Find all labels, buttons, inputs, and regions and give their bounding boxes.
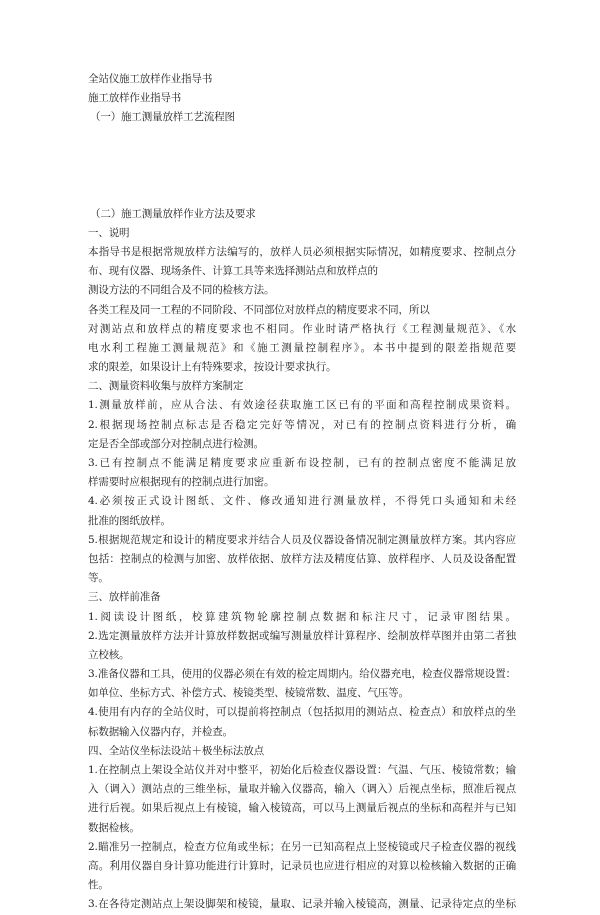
body-line: 对测站点和放样点的精度要求也不相同。作业时请严格执行《工程测量规范》、《水	[88, 322, 516, 335]
body-line: 三、放样前准备	[88, 591, 161, 604]
body-line: 进行后视。如果后视点上有棱镜，输入棱镜高，可以马上测量后视点的坐标和高程并与已知	[88, 802, 516, 815]
body-line: 入（调入）测站点的三维坐标，量取并输入仪器高，输入（调入）后视点坐标，照准后视点	[88, 783, 516, 796]
body-text	[88, 224, 516, 915]
body-line: 1.测量放样前，应从合法、有效途径获取施工区已有的平面和高程控制成果资料。	[88, 399, 516, 412]
body-line: 如单位、坐标方式、补偿方式、棱镜类型、棱镜常数、温度、气压等。	[88, 687, 409, 700]
body-line: 测设方法的不同组合及不同的检核方法。	[88, 284, 275, 297]
doc-subtitle: 施工放样作业指导书	[88, 92, 182, 105]
body-line: 布、现有仪器、现场条件、计算工具等来选择测站点和放样点的	[88, 265, 378, 278]
body-line: 四、全站仪坐标法设站＋极坐标法放点	[88, 744, 264, 757]
body-line: 电水利工程施工测量规范》和《施工测量控制程序》。本书中提到的限差指规范要	[88, 341, 516, 354]
body-line: 二、测量资料收集与放样方案制定	[88, 380, 244, 393]
body-line: 4.使用有内存的全站仪时，可以提前将控制点（包括拟用的测站点、检查点）和放样点的坐	[88, 706, 516, 719]
body-line: 高。利用仪器自身计算功能进行计算时，记录员也应进行相应的对算以检核输入数据的正确	[88, 859, 516, 872]
body-line: 数据检核。	[88, 821, 140, 834]
section-heading-1: （一）施工测量放样工艺流程图	[90, 111, 235, 124]
body-line: 一、说明	[88, 226, 130, 239]
body-line: 求的限差，如果设计上有特殊要求，按设计要求执行。	[88, 361, 337, 374]
body-line: 4.必须按正式设计图纸、文件、修改通知进行测量放样，不得凭口头通知和未经	[88, 495, 516, 508]
body-line: 性。	[88, 879, 109, 892]
body-line: 标数据输入仪器内存，并检查。	[88, 725, 233, 738]
body-line: 立校核。	[88, 648, 130, 661]
body-line: 2.选定测量放样方法并计算放样数据或编写测量放样计算程序、绘制放样草图并由第二者独	[88, 629, 516, 642]
document-page	[88, 70, 516, 915]
body-line: 1.阅读设计图纸，校算建筑物轮廓控制点数据和标注尺寸，记录审图结果。	[88, 610, 516, 623]
section-heading-2: （二）施工测量放样作业方法及要求	[90, 207, 256, 220]
body-line: 批准的图纸放样。	[88, 514, 171, 527]
body-line: 1.在控制点上架设全站仪并对中整平，初始化后检查仪器设置：气温、气压、棱镜常数；输	[88, 764, 516, 776]
flowchart-blank-area	[88, 128, 516, 205]
body-line: 3.准备仪器和工具，使用的仪器必须在有效的检定周期内。给仪器充电，检查仪器常规设置：	[88, 668, 516, 681]
body-line: 3.在各待定测站点上架设脚架和棱镜，量取、记录并输入棱镜高，测量、记录待定点的坐标	[88, 898, 516, 911]
body-line: 包括：控制点的检测与加密、放样依据、放样方法及精度估算、放样程序、人员及设备配置	[88, 552, 516, 565]
body-line: 3.已有控制点不能满足精度要求应重新布设控制，已有的控制点密度不能满足放	[88, 457, 516, 469]
body-line: 本指导书是根据常规放样方法编写的，放样人员必须根据实际情况，如精度要求、控制点分	[88, 245, 516, 258]
body-line: 2.瞄准另一控制点，检查方位角或坐标；在另一已知高程点上竖棱镜或尺子检查仪器的视线	[88, 840, 516, 853]
body-line: 等。	[88, 572, 109, 585]
doc-title: 全站仪施工放样作业指导书	[88, 73, 213, 85]
body-line: 定是否全部或部分对控制点进行检测。	[88, 437, 264, 450]
body-line: 各类工程及同一工程的不同阶段、不同部位对放样点的精度要求不同，所以	[88, 303, 430, 316]
body-line: 样需要时应根据现有的控制点进行加密。	[88, 476, 275, 489]
body-line: 5.根据规范规定和设计的精度要求并结合人员及仪器设备情况制定测量放样方案。其内容应	[88, 533, 516, 546]
body-line: 2.根据现场控制点标志是否稳定完好等情况，对已有的控制点资料进行分析，确	[88, 418, 516, 431]
